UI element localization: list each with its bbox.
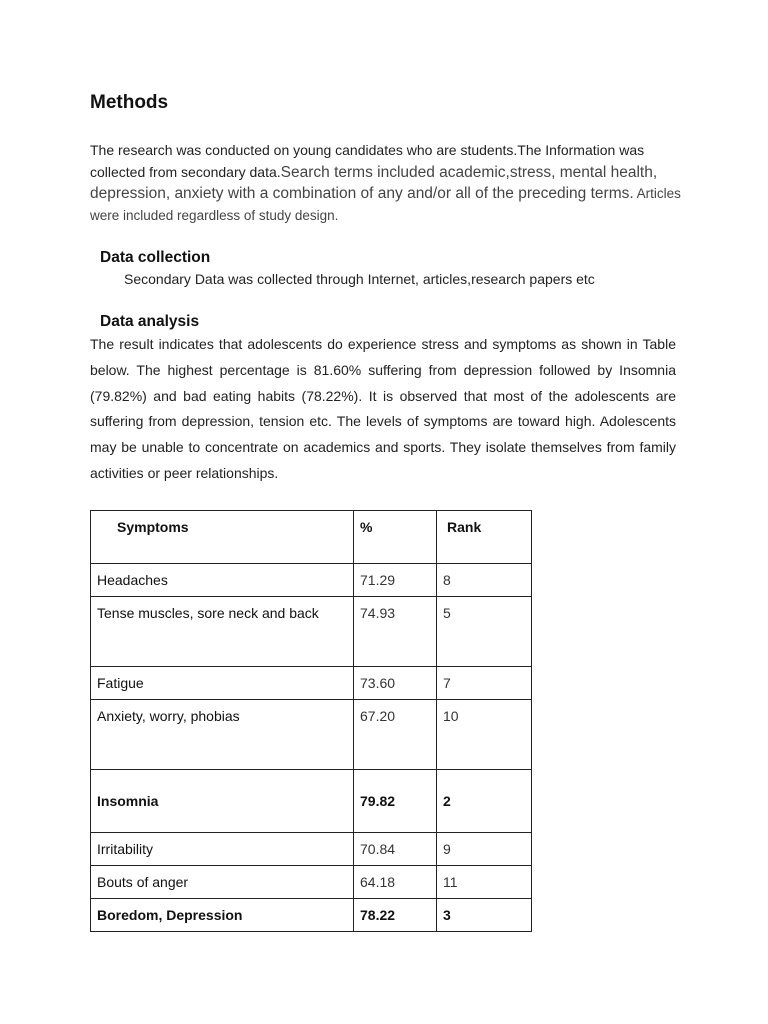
header-symptoms: Symptoms bbox=[91, 511, 354, 564]
cell-percent: 67.20 bbox=[354, 700, 437, 770]
cell-percent: 71.29 bbox=[354, 564, 437, 597]
intro-text-part1: The research was conducted on young candidates who are students.The Information was collected from secondary data. bbox=[90, 142, 645, 180]
table-row bbox=[91, 564, 532, 597]
cell-symptom: Bouts of anger bbox=[91, 866, 354, 899]
data-analysis-text: The result indicates that adolescents do experience stress and symptoms as shown in Table below. The highest percentage is 81.60% suffering from depression followed by Insomnia (79.82%) and bad eating habits (78.22%). It is observed that most of the adolescents are suffering from depression, tension etc. The levels of symptoms are toward high. Adolescents may be unable to concentrate on academics and sports. They isolate themselves from family activities or peer relationships. bbox=[90, 336, 676, 481]
cell-percent: 79.82 bbox=[354, 770, 437, 833]
header-percent: % bbox=[354, 511, 437, 564]
cell-rank: 9 bbox=[437, 833, 532, 866]
cell-rank: 11 bbox=[437, 866, 532, 899]
intro-text-part2: Search terms included academic,stress, mental health, depression, anxiety with a combination of any and/or all of the preceding terms. bbox=[90, 163, 658, 202]
intro-text-part3: Articles were included regardless of study design. bbox=[90, 186, 681, 223]
cell-symptom: Boredom, Depression bbox=[91, 899, 354, 932]
table-row bbox=[91, 833, 532, 866]
table-row bbox=[91, 866, 532, 899]
cell-symptom: Irritability bbox=[91, 833, 354, 866]
cell-rank: 10 bbox=[437, 700, 532, 770]
cell-percent: 74.93 bbox=[354, 597, 437, 667]
cell-rank: 3 bbox=[437, 899, 532, 932]
cell-rank: 5 bbox=[437, 597, 532, 667]
cell-symptom: Fatigue bbox=[91, 667, 354, 700]
table-row bbox=[91, 667, 532, 700]
table-row bbox=[91, 700, 532, 770]
data-collection-heading: Data collection bbox=[100, 249, 211, 266]
symptoms-table bbox=[90, 510, 532, 932]
table-header-row bbox=[91, 511, 532, 564]
data-collection-text: Secondary Data was collected through Internet, articles,research papers etc bbox=[124, 271, 595, 287]
cell-symptom: Tense muscles, sore neck and back bbox=[91, 597, 354, 667]
cell-rank: 8 bbox=[437, 564, 532, 597]
header-rank: Rank bbox=[437, 511, 532, 564]
intro-paragraph bbox=[90, 140, 690, 226]
cell-percent: 78.22 bbox=[354, 899, 437, 932]
cell-rank: 2 bbox=[437, 770, 532, 833]
table-row bbox=[91, 770, 532, 833]
cell-percent: 73.60 bbox=[354, 667, 437, 700]
cell-rank: 7 bbox=[437, 667, 532, 700]
table-row bbox=[91, 597, 532, 667]
cell-percent: 70.84 bbox=[354, 833, 437, 866]
cell-symptom: Headaches bbox=[91, 564, 354, 597]
data-analysis-heading: Data analysis bbox=[100, 313, 200, 330]
cell-symptom: Insomnia bbox=[91, 770, 354, 833]
methods-heading: Methods bbox=[90, 92, 169, 113]
table-row bbox=[91, 899, 532, 932]
cell-symptom: Anxiety, worry, phobias bbox=[91, 700, 354, 770]
cell-percent: 64.18 bbox=[354, 866, 437, 899]
